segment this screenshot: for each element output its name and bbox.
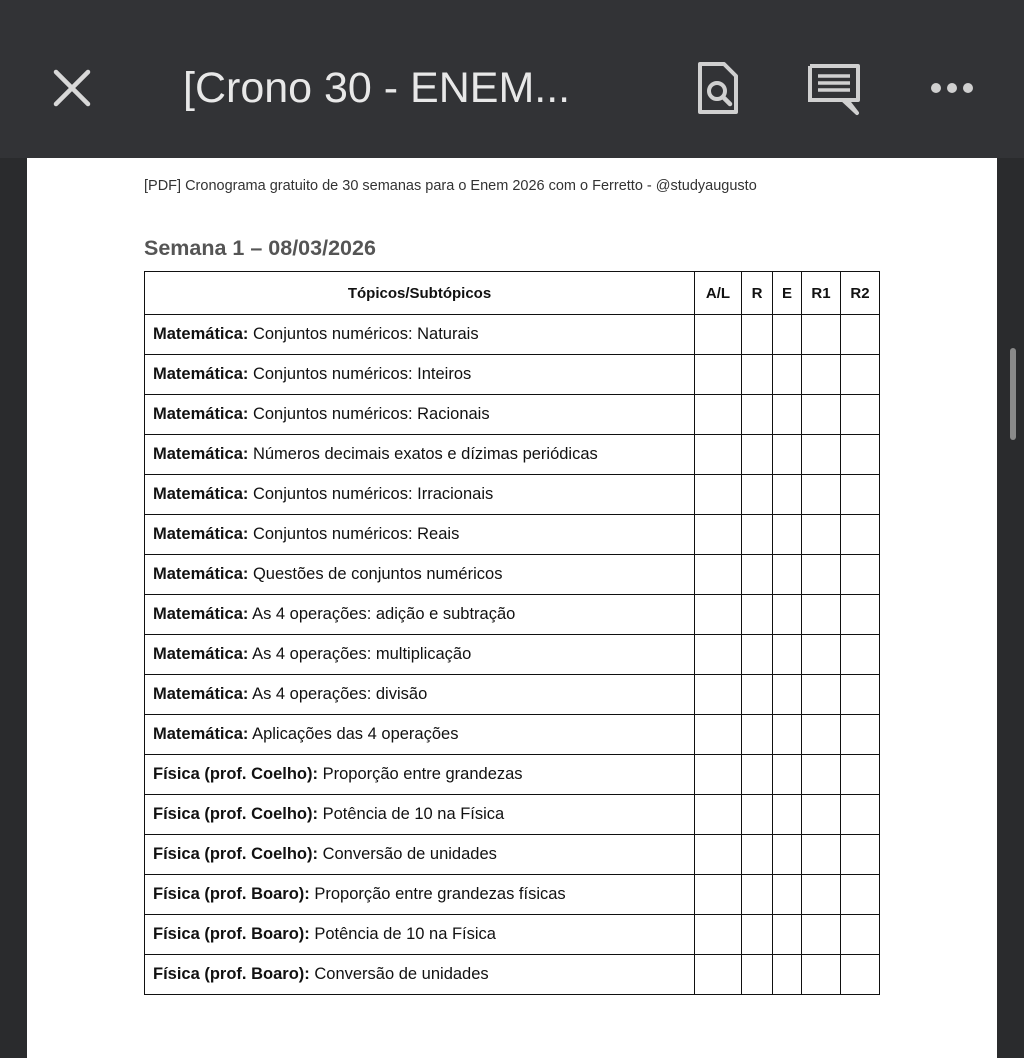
- topic-cell: [145, 555, 695, 595]
- table-row: [145, 435, 880, 475]
- subject-label: Matemática:: [153, 445, 249, 463]
- checkbox-cell-al: [695, 755, 742, 795]
- table-header-row: [145, 272, 880, 315]
- checkbox-cell-r1: [802, 315, 841, 355]
- checkbox-cell-al: [695, 435, 742, 475]
- checkbox-cell-r1: [802, 635, 841, 675]
- document-header: [PDF] Cronograma gratuito de 30 semanas para o Enem 2026 com o Ferretto - @studyaugusto: [144, 178, 757, 194]
- table-row: [145, 475, 880, 515]
- checkbox-cell-e: [773, 715, 802, 755]
- checkbox-cell-r2: [841, 315, 880, 355]
- checkbox-cell-e: [773, 955, 802, 995]
- checkbox-cell-r: [742, 795, 773, 835]
- table-row: [145, 515, 880, 555]
- checkbox-cell-r2: [841, 715, 880, 755]
- checkbox-cell-al: [695, 515, 742, 555]
- checkbox-cell-r1: [802, 715, 841, 755]
- topic-cell: [145, 435, 695, 475]
- checkbox-cell-r: [742, 595, 773, 635]
- checkbox-cell-r2: [841, 635, 880, 675]
- comment-icon: [807, 60, 861, 116]
- checkbox-cell-e: [773, 675, 802, 715]
- table-row: [145, 955, 880, 995]
- subject-label: Matemática:: [153, 525, 249, 543]
- checkbox-cell-al: [695, 875, 742, 915]
- checkbox-cell-e: [773, 755, 802, 795]
- subject-label: Física (prof. Boaro):: [153, 965, 310, 983]
- topic-label: Conjuntos numéricos: Reais: [252, 525, 460, 543]
- app-bar: [0, 0, 1024, 158]
- checkbox-cell-r1: [802, 595, 841, 635]
- checkbox-cell-r2: [841, 795, 880, 835]
- checkbox-cell-r2: [841, 915, 880, 955]
- checkbox-cell-r: [742, 475, 773, 515]
- topic-label: As 4 operações: divisão: [252, 685, 428, 703]
- checkbox-cell-e: [773, 875, 802, 915]
- checkbox-cell-al: [695, 915, 742, 955]
- topic-cell: [145, 355, 695, 395]
- subject-label: Matemática:: [153, 725, 249, 743]
- find-in-document-icon: [694, 60, 742, 116]
- subject-label: Física (prof. Boaro):: [153, 925, 310, 943]
- column-header-r1: R1: [802, 272, 841, 315]
- topic-label: Aplicações das 4 operações: [252, 725, 459, 743]
- checkbox-cell-r: [742, 515, 773, 555]
- topic-cell: [145, 955, 695, 995]
- checkbox-cell-e: [773, 355, 802, 395]
- checkbox-cell-al: [695, 595, 742, 635]
- topic-cell: [145, 755, 695, 795]
- table-row: [145, 875, 880, 915]
- topic-label: Proporção entre grandezas físicas: [314, 885, 566, 903]
- checkbox-cell-r1: [802, 395, 841, 435]
- checkbox-cell-r2: [841, 475, 880, 515]
- checkbox-cell-e: [773, 915, 802, 955]
- topic-cell: [145, 915, 695, 955]
- checkbox-cell-r1: [802, 875, 841, 915]
- table-row: [145, 395, 880, 435]
- checkbox-cell-r2: [841, 395, 880, 435]
- topic-label: Proporção entre grandezas: [322, 765, 523, 783]
- checkbox-cell-r1: [802, 355, 841, 395]
- checkbox-cell-e: [773, 315, 802, 355]
- checkbox-cell-al: [695, 315, 742, 355]
- subject-label: Física (prof. Coelho):: [153, 805, 318, 823]
- topic-label: Conversão de unidades: [322, 845, 497, 863]
- topic-label: Conjuntos numéricos: Naturais: [252, 325, 479, 343]
- topic-cell: [145, 595, 695, 635]
- topic-label: Números decimais exatos e dízimas periódicas: [252, 445, 598, 463]
- table-row: [145, 355, 880, 395]
- column-header-topics: Tópicos/Subtópicos: [145, 272, 695, 315]
- checkbox-cell-e: [773, 795, 802, 835]
- checkbox-cell-r1: [802, 435, 841, 475]
- column-header-r2: R2: [841, 272, 880, 315]
- checkbox-cell-r: [742, 835, 773, 875]
- checkbox-cell-r1: [802, 795, 841, 835]
- subject-label: Matemática:: [153, 605, 249, 623]
- table-row: [145, 715, 880, 755]
- subject-label: Matemática:: [153, 485, 249, 503]
- checkbox-cell-r2: [841, 555, 880, 595]
- checkbox-cell-e: [773, 635, 802, 675]
- topic-cell: [145, 715, 695, 755]
- checkbox-cell-r: [742, 315, 773, 355]
- comments-button[interactable]: [804, 58, 864, 118]
- topic-cell: [145, 875, 695, 915]
- checkbox-cell-e: [773, 395, 802, 435]
- checkbox-cell-r2: [841, 955, 880, 995]
- topic-label: As 4 operações: adição e subtração: [252, 605, 516, 623]
- week-title: Semana 1 – 08/03/2026: [144, 236, 376, 260]
- checkbox-cell-r: [742, 555, 773, 595]
- table-row: [145, 595, 880, 635]
- checkbox-cell-r2: [841, 755, 880, 795]
- checkbox-cell-r: [742, 915, 773, 955]
- subject-label: Matemática:: [153, 365, 249, 383]
- topic-cell: [145, 635, 695, 675]
- checkbox-cell-r: [742, 955, 773, 995]
- checkbox-cell-e: [773, 435, 802, 475]
- topic-cell: [145, 795, 695, 835]
- close-button[interactable]: [48, 64, 96, 112]
- checkbox-cell-r2: [841, 435, 880, 475]
- checkbox-cell-r1: [802, 755, 841, 795]
- subject-label: Física (prof. Boaro):: [153, 885, 310, 903]
- checkbox-cell-r1: [802, 515, 841, 555]
- checkbox-cell-r2: [841, 515, 880, 555]
- checkbox-cell-r1: [802, 555, 841, 595]
- checkbox-cell-e: [773, 555, 802, 595]
- checkbox-cell-r: [742, 395, 773, 435]
- checkbox-cell-r2: [841, 595, 880, 635]
- checkbox-cell-r: [742, 435, 773, 475]
- find-in-document-button[interactable]: [688, 58, 748, 118]
- checkbox-cell-r: [742, 875, 773, 915]
- topic-label: Potência de 10 na Física: [314, 925, 496, 943]
- checkbox-cell-al: [695, 475, 742, 515]
- topic-label: Conjuntos numéricos: Irracionais: [252, 485, 494, 503]
- checkbox-cell-e: [773, 515, 802, 555]
- checkbox-cell-r1: [802, 675, 841, 715]
- table-row: [145, 315, 880, 355]
- subject-label: Matemática:: [153, 645, 249, 663]
- schedule-table: [144, 271, 880, 995]
- topic-cell: [145, 475, 695, 515]
- table-row: [145, 555, 880, 595]
- subject-label: Matemática:: [153, 565, 249, 583]
- checkbox-cell-al: [695, 635, 742, 675]
- checkbox-cell-r2: [841, 355, 880, 395]
- topic-cell: [145, 675, 695, 715]
- checkbox-cell-al: [695, 555, 742, 595]
- topic-cell: [145, 315, 695, 355]
- column-header-r: R: [742, 272, 773, 315]
- checkbox-cell-r1: [802, 475, 841, 515]
- topic-label: Potência de 10 na Física: [322, 805, 505, 823]
- checkbox-cell-r2: [841, 675, 880, 715]
- checkbox-cell-al: [695, 715, 742, 755]
- close-icon: [52, 68, 92, 108]
- subject-label: Matemática:: [153, 325, 249, 343]
- checkbox-cell-al: [695, 675, 742, 715]
- topic-label: Conjuntos numéricos: Inteiros: [252, 365, 472, 383]
- checkbox-cell-al: [695, 955, 742, 995]
- checkbox-cell-e: [773, 835, 802, 875]
- checkbox-cell-r: [742, 675, 773, 715]
- pdf-page: [27, 158, 997, 1058]
- checkbox-cell-r1: [802, 915, 841, 955]
- subject-label: Matemática:: [153, 405, 249, 423]
- checkbox-cell-r1: [802, 955, 841, 995]
- checkbox-cell-al: [695, 795, 742, 835]
- checkbox-cell-r: [742, 715, 773, 755]
- column-header-e: E: [773, 272, 802, 315]
- checkbox-cell-r1: [802, 835, 841, 875]
- table-row: [145, 915, 880, 955]
- checkbox-cell-r2: [841, 875, 880, 915]
- scrollbar-thumb[interactable]: [1010, 348, 1016, 440]
- topic-label: Conversão de unidades: [314, 965, 489, 983]
- table-row: [145, 635, 880, 675]
- subject-label: Física (prof. Coelho):: [153, 845, 318, 863]
- checkbox-cell-r: [742, 755, 773, 795]
- topic-label: Conjuntos numéricos: Racionais: [252, 405, 490, 423]
- table-row: [145, 835, 880, 875]
- document-title: [Crono 30 - ENEM...: [183, 64, 571, 112]
- table-row: [145, 755, 880, 795]
- topic-label: As 4 operações: multiplicação: [252, 645, 472, 663]
- checkbox-cell-al: [695, 395, 742, 435]
- topic-cell: [145, 515, 695, 555]
- checkbox-cell-r2: [841, 835, 880, 875]
- subject-label: Física (prof. Coelho):: [153, 765, 318, 783]
- checkbox-cell-al: [695, 355, 742, 395]
- subject-label: Matemática:: [153, 685, 249, 703]
- table-row: [145, 675, 880, 715]
- checkbox-cell-r: [742, 635, 773, 675]
- checkbox-cell-al: [695, 835, 742, 875]
- checkbox-cell-r: [742, 355, 773, 395]
- more-horizontal-icon: [930, 82, 974, 94]
- table-row: [145, 795, 880, 835]
- checkbox-cell-e: [773, 475, 802, 515]
- column-header-al: A/L: [695, 272, 742, 315]
- more-options-button[interactable]: [922, 58, 982, 118]
- topic-label: Questões de conjuntos numéricos: [252, 565, 503, 583]
- checkbox-cell-e: [773, 595, 802, 635]
- topic-cell: [145, 395, 695, 435]
- topic-cell: [145, 835, 695, 875]
